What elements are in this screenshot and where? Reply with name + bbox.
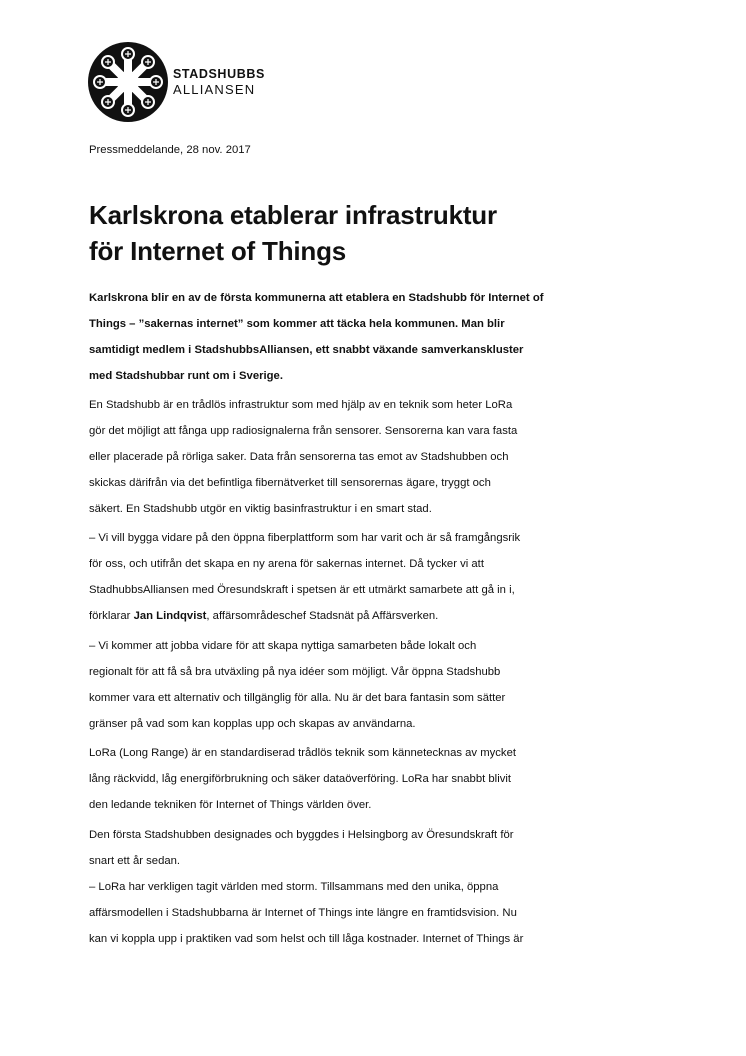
body-line: snart ett år sedan. — [89, 855, 181, 867]
body-paragraph-4 — [89, 740, 601, 818]
body-line: – LoRa har verkligen tagit världen med storm. Tillsammans med den unika, öppna — [89, 881, 499, 893]
body-paragraph-3 — [89, 633, 601, 737]
body-line: för oss, och utifrån det skapa en ny arena för sakernas internet. Då tycker vi att — [89, 558, 484, 570]
body-line: eller placerade på rörliga saker. Data från sensorerna tas emot av Stadshubben och — [89, 451, 509, 463]
body-line: – Vi vill bygga vidare på den öppna fiberplattform som har varit och är så framgångsrik — [89, 532, 521, 544]
body-line: Den första Stadshubben designades och byggdes i Helsingborg av Öresundskraft för — [89, 829, 514, 841]
spokesperson-name: Jan Lindqvist — [133, 610, 207, 622]
body-line: En Stadshubb är en trådlös infrastruktur som med hjälp av en teknik som heter LoRa — [89, 399, 513, 411]
lead-line: Karlskrona blir en av de första kommunerna att etablera en Stadshubb för Internet of — [89, 292, 544, 304]
lead-line: med Stadshubbar runt om i Sverige. — [89, 370, 283, 382]
body-line: kommer vara ett alternativ och tillgänglig för alla. Nu är det bara fantasin som sätter — [89, 692, 506, 704]
lead-line: samtidigt medlem i StadshubbsAlliansen, ett snabbt växande samverkanskluster — [89, 344, 524, 356]
lead-line: Things – ”sakernas internet” som kommer att täcka hela kommunen. Man blir — [89, 318, 505, 330]
body-line: gör det möjligt att fånga upp radiosignalerna från sensorer. Sensorerna kan vara fasta — [89, 425, 518, 437]
logo-line-2: ALLIANSEN — [173, 82, 256, 97]
body-line: , affärsområdeschef Stadsnät på Affärsverken. — [206, 610, 439, 622]
body-line: lång räckvidd, låg energiförbrukning och säker dataöverföring. LoRa har snabbt blivit — [89, 773, 511, 785]
body-line: StadhubbsAlliansen med Öresundskraft i spetsen är ett utmärkt samarbete att gå in i, — [89, 584, 515, 596]
body-line: förklarar — [89, 610, 134, 622]
body-line: säkert. En Stadshubb utgör en viktig basinfrastruktur i en smart stad. — [89, 503, 432, 515]
body-line: skickas därifrån via det befintliga fibernätverket till sensorernas ägare, tryggt och — [89, 477, 491, 489]
title-line-2: för Internet of Things — [89, 236, 347, 266]
body-paragraph-5 — [89, 822, 601, 952]
body-paragraph-2 — [89, 525, 601, 629]
press-release-date: Pressmeddelande, 28 nov. 2017 — [89, 144, 251, 156]
body-paragraph-1 — [89, 392, 601, 522]
body-line: regionalt för att få så bra utväxling på nya idéer som möjligt. Vår öppna Stadshubb — [89, 666, 501, 678]
body-line: – Vi kommer att jobba vidare för att skapa nyttiga samarbeten både lokalt och — [89, 640, 477, 652]
body-line: gränser på vad som kan kopplas upp och skapas av användarna. — [89, 718, 416, 730]
body-line: kan vi koppla upp i praktiken vad som helst och till låga kostnader. Internet of Things är — [89, 933, 524, 945]
logo-line-1: STADSHUBBS — [173, 67, 265, 81]
body-line: den ledande tekniken för Internet of Things världen över. — [89, 799, 372, 811]
stadshubb-logo-icon — [88, 42, 168, 122]
title-line-1: Karlskrona etablerar infrastruktur — [89, 200, 497, 230]
logo-wordmark — [173, 66, 265, 98]
body-line: LoRa (Long Range) är en standardiserad trådlös teknik som kännetecknas av mycket — [89, 747, 516, 759]
lead-paragraph — [89, 285, 601, 389]
page-title — [89, 197, 649, 269]
body-line: affärsmodellen i Stadshubbarna är Internet of Things inte längre en framtidsvision. Nu — [89, 907, 517, 919]
